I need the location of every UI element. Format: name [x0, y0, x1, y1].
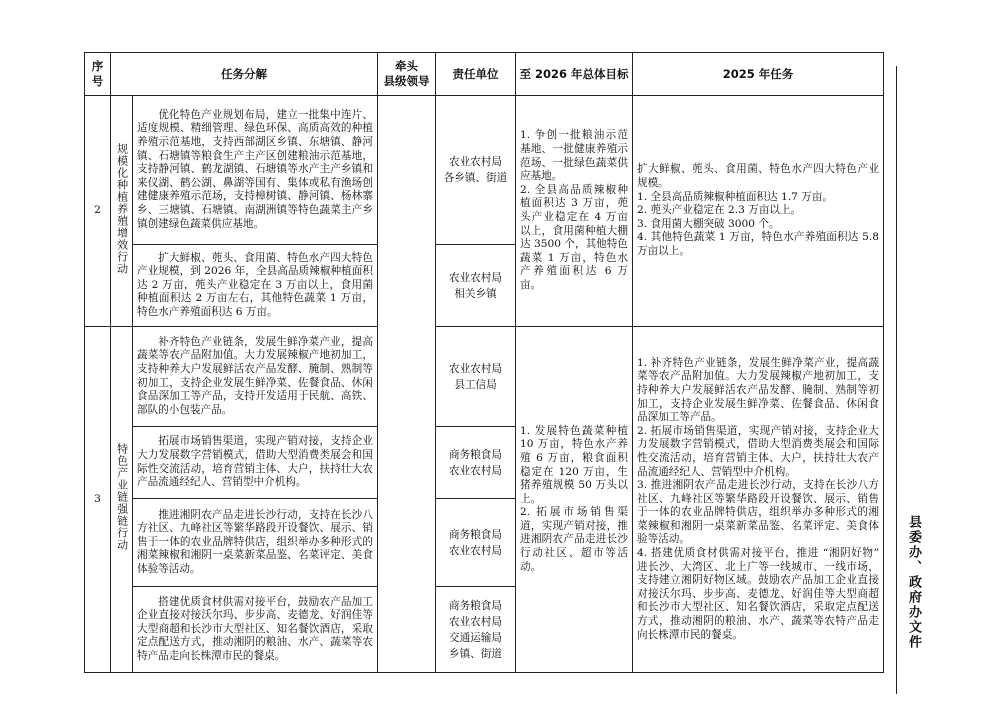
- header-lead: [378, 53, 436, 96]
- subtask-unit: 农业农村局 县工信局: [436, 327, 516, 427]
- subtask-text: 推进湘阴农产品走进长沙行动，支持在长沙八方社区、九峰社区等繁华路段开设餐饮、展示、销售于一体的农业品牌特供店，组织举办多种形式的湘菜辣椒和湘阴一桌菜新菜品鉴、名菜评定、美食体验等活动。: [133, 499, 378, 587]
- row-category: [111, 96, 133, 327]
- subtask-unit: 农业农村局 各乡镇、街道: [436, 96, 516, 245]
- subtask-unit: 商务粮食局 农业农村局: [436, 427, 516, 499]
- task-table: [84, 52, 884, 673]
- subtask-text: 拓展市场销售渠道，实现产销对接，支持企业大力发展数字营销模式，借助大型消费类展会和国际性交流活动，培育营销主体、大户，扶持壮大农产品流通经纪人、营销型中介机构。: [133, 427, 378, 499]
- header-unit: 责任单位: [436, 53, 516, 96]
- header-row: [85, 53, 884, 96]
- subtask-text: 补齐特色产业链条，发展生鲜净菜产业，提高蔬菜等农产品附加值。大力发展辣椒产地初加工，支持种养大户发展鲜活农产品发酵、腌制、熟制等初加工，支持企业发展生鲜净菜、佐餐食品、休闲食品深加工等产品，支持开发适用于民航、高铁、部队的小包装产品。: [133, 327, 378, 427]
- header-goal: 至 2026 年总体目标: [516, 53, 633, 96]
- row-goal: 1. 争创一批粮油示范基地、一批健康养殖示范场、一批绿色蔬菜供应基地。 2. 全县高品质辣椒种植面积达 3 万亩，蔸头产业稳定在 4 万亩以上，食用菌种植大棚达 3500 个，其他特色蔬菜 1 万亩，特色水产养殖面积达 6 万亩。: [516, 96, 633, 327]
- row-category: [111, 327, 133, 673]
- row-goal: 1. 发展特色蔬菜种植 10 万亩，特色水产养殖 6 万亩，粮食面积稳定在 120 万亩，生猪养殖规模 50 万头以上。 2. 拓展市场销售渠道，实现产销对接，推进湘阴农产品走进长沙行动社区、超市等活动。: [516, 327, 633, 673]
- row-seq: 3: [85, 327, 111, 673]
- lead-cell: [378, 96, 436, 673]
- table-row: [85, 96, 884, 245]
- subtask-unit: 商务粮食局 农业农村局: [436, 499, 516, 587]
- table-row: [85, 327, 884, 427]
- subtask-unit: 农业农村局 相关乡镇: [436, 245, 516, 327]
- row-2025-task: 1. 补齐特色产业链条，发展生鲜净菜产业，提高蔬菜等农产品附加值。大力发展辣椒产地初加工，支持种养大户发展鲜活农产品发酵、腌制、熟制等初加工，支持企业发展生鲜净菜、佐餐食品、休闲食品深加工等产品。 2. 拓展市场销售渠道，实现产销对接，支持企业大力发展数字营销模式，借助大型消费类展会和国际性交流活动，培育营销主体、大户，扶持壮大农产品流通经纪人、营销型中介机构。 3. 推进湘阴农产品走进长沙行动，支持在长沙八方社区、九峰社区等繁华路段开设餐饮、展示、销售于一体的农业品牌特供店，组织举办多种形式的湘菜辣椒和湘阴一桌菜新菜品鉴、名菜评定、美食体验等活动。 4. 搭建优质食材供需对接平台，推进 “湘阴好物” 进长沙、大湾区、北上广等一线城市、一线市场，支持建立湘阴好物区域。鼓励农产品加工企业直接对接沃尔玛、步步高、麦德龙、好润佳等大型商超和长沙市大型社区、知名餐饮酒店，采取定点配送方式，推动湘阴的粮油、水产、蔬菜等农特产品走向长株潭市民的餐桌。: [633, 327, 884, 673]
- side-label: 县委办、政府办文件: [906, 515, 921, 650]
- row-seq: 2: [85, 96, 111, 327]
- header-2025: 2025 年任务: [633, 53, 884, 96]
- subtask-text: 搭建优质食材供需对接平台，鼓励农产品加工企业直接对接沃尔玛、步步高、麦德龙、好润佳等大型商超和长沙市大型社区、知名餐饮酒店，采取定点配送方式，推动湘阴的粮油、水产、蔬菜等农特产品走向长株潭市民的餐桌。: [133, 587, 378, 673]
- category-label: 规模化种植养殖增效行动: [115, 142, 129, 275]
- subtask-text: 扩大鲜椒、蔸头、食用菌、特色水产四大特色产业规模，到 2026 年，全县高品质辣椒种植面积达 2 万亩，蔸头产业稳定在 3 万亩以上，食用菌种植面积达 2 万亩左右，其他特色蔬菜 1 万亩，特色水产养殖面积达 6 万亩。: [133, 245, 378, 327]
- category-label: 特色产业链强链行动: [115, 443, 129, 552]
- subtask-text: 优化特色产业规划布局，建立一批集中连片、适度规模、精细管理、绿色环保、高质高效的种植养殖示范基地，支持西部湖区乡镇、东塘镇、静河镇、石塘镇等粮食生产主产区创建粮油示范基地，支持静河镇、鹤龙湖镇、石塘镇等水产主产乡镇和来仪湖、鹤公湖、鼻湖等国有、集体或私有渔场创建健康养殖示范场，支持樟树镇、静河镇、杨林寨乡、三塘镇、石塘镇、南湖洲镇等特色蔬菜主产乡镇创建绿色蔬菜供应基地。: [133, 96, 378, 245]
- header-seq: 序号: [85, 53, 111, 96]
- row-2025-task: 扩大鲜椒、蔸头、食用菌、特色水产四大特色产业规模。 1. 全县高品质辣椒种植面积达 1.7 万亩。 2. 蔸头产业稳定在 2.3 万亩以上。 3. 食用菌大棚突破 3000 个。 4. 其他特色蔬菜 1 万亩，特色水产养殖面积达 5.8 万亩以上。: [633, 96, 884, 327]
- header-task: 任务分解: [111, 53, 378, 96]
- subtask-unit: 商务粮食局 农业农村局 交通运输局 乡镇、街道: [436, 587, 516, 673]
- header-lead-label: 牵头 县级领导: [383, 59, 430, 88]
